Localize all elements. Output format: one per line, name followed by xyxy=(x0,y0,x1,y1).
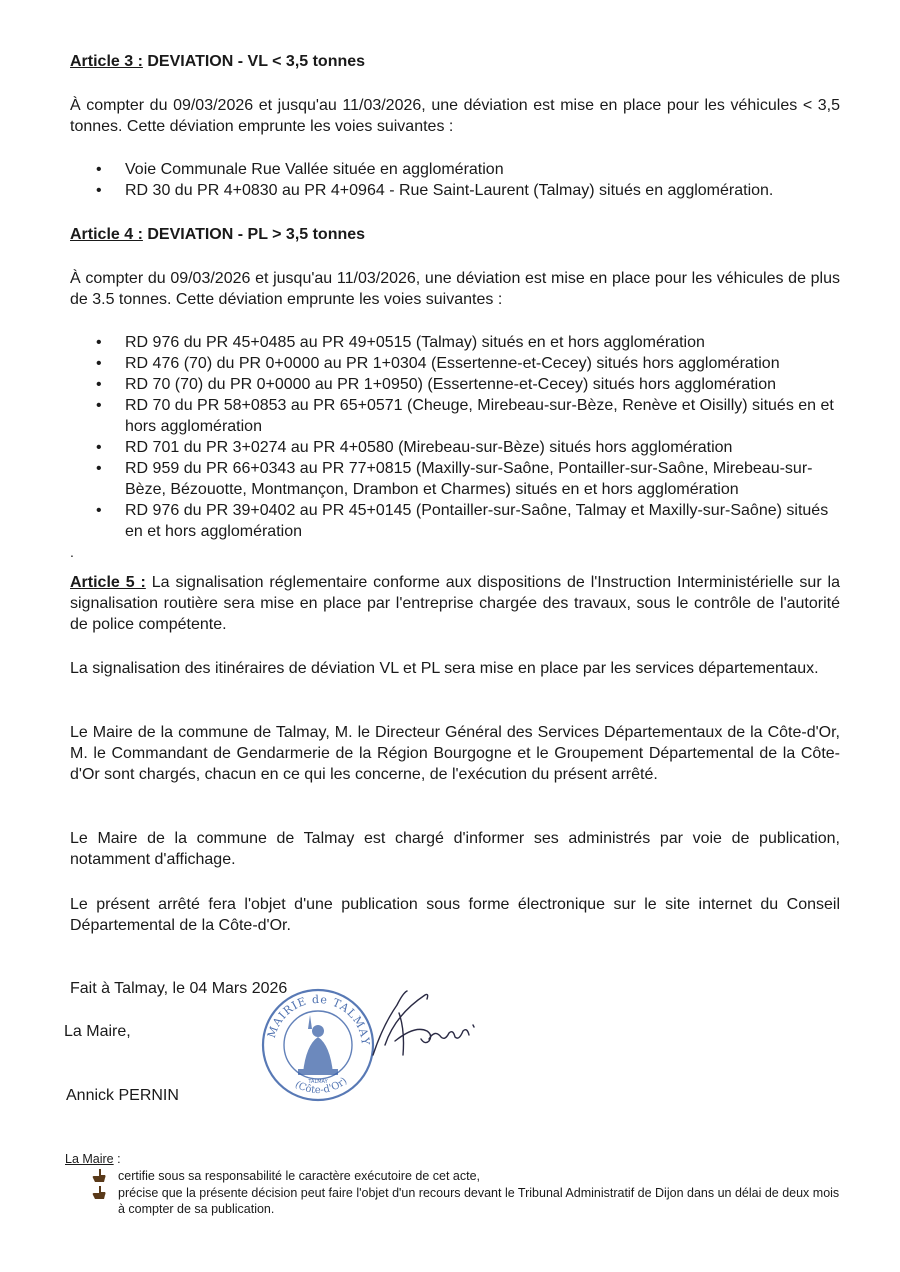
article-3-label: Article 3 : xyxy=(70,53,143,70)
list-item: • RD 70 (70) du PR 0+0000 au PR 1+0950) (Essertenne-et-Cecey) situés hors agglomération xyxy=(70,374,840,395)
place-date: Fait à Talmay, le 04 Mars 2026 xyxy=(70,980,288,997)
list-item: • RD 70 du PR 58+0853 au PR 65+0571 (Cheuge, Mirebeau-sur-Bèze, Renève et Oisilly) situés en et hors agglomération xyxy=(70,395,840,437)
list-item: • RD 30 du PR 4+0830 au PR 4+0964 - Rue Saint-Laurent (Talmay) situés en agglomération. xyxy=(70,180,840,201)
list-item: • RD 959 du PR 66+0343 au PR 77+0815 (Maxilly-sur-Saône, Pontailler-sur-Saône, Mirebeau-sur-Bèze, Bézouotte, Montmançon, Drambon et Charmes) situés en et hors agglomération xyxy=(70,458,840,500)
article-3-paragraph: À compter du 09/03/2026 et jusqu'au 11/03/2026, une déviation est mise en place pour les véhicules < 3,5 tonnes. Cette déviation emprunte les voies suivantes : xyxy=(70,97,840,135)
signatory-name: Annick PERNIN xyxy=(66,1087,179,1104)
article-4-title: DEVIATION - PL > 3,5 tonnes xyxy=(147,226,366,243)
article-5-text: La signalisation réglementaire conforme aux dispositions de l'Instruction Interministérielle sur la signalisation routière sera mise en place par l'entreprise chargée des travaux, sous le contrôle de l'autorité de police compétente. xyxy=(70,574,841,633)
list-item: • RD 976 du PR 39+0402 au PR 45+0145 (Pontailler-sur-Saône, Talmay et Maxilly-sur-Saône) situés en et hors agglomération xyxy=(70,500,840,542)
stamp-text-bottom: (Côte-d'Or) xyxy=(292,1075,350,1097)
signatory-role: La Maire, xyxy=(64,1023,131,1040)
footer-list xyxy=(65,1168,845,1217)
paragraph-publication: Le présent arrêté fera l'objet d'une publication sous forme électronique sur le site internet du Conseil Départemental de la Côte-d'Or. xyxy=(70,896,840,934)
list-item: • RD 976 du PR 45+0485 au PR 49+0515 (Talmay) situés en et hors agglomération xyxy=(70,332,840,353)
stamp-ribbon: TALMAY xyxy=(308,1079,328,1085)
article-4-list xyxy=(70,332,840,542)
stray-dot: . xyxy=(70,544,74,560)
list-item xyxy=(65,1185,845,1217)
paragraph-signalisation: La signalisation des itinéraires de déviation VL et PL sera mise en place par les services départementaux. xyxy=(70,660,819,677)
article-3-list xyxy=(70,159,840,201)
list-item: • RD 476 (70) du PR 0+0000 au PR 1+0304 (Essertenne-et-Cecey) situés hors agglomération xyxy=(70,353,840,374)
article-5-paragraph xyxy=(70,572,840,635)
footer-heading xyxy=(65,1151,845,1167)
article-3-heading xyxy=(70,51,840,72)
article-5-label: Article 5 : xyxy=(70,574,146,591)
pointing-hand-icon xyxy=(92,1169,106,1182)
list-item: • RD 701 du PR 3+0274 au PR 4+0580 (Mirebeau-sur-Bèze) situés hors agglomération xyxy=(70,437,840,458)
article-4-heading xyxy=(70,224,840,245)
handwritten-signature xyxy=(355,985,495,1070)
list-item xyxy=(65,1168,845,1184)
footer-title: La Maire xyxy=(65,1152,114,1166)
footer-item-text: précise que la présente décision peut faire l'objet d'un recours devant le Tribunal Administratif de Dijon dans un délai de deux mois à compter de sa publication. xyxy=(118,1186,840,1216)
article-3-title: DEVIATION - VL < 3,5 tonnes xyxy=(147,53,366,70)
pointing-hand-icon xyxy=(92,1186,106,1199)
footer-colon: : xyxy=(113,1152,121,1166)
paragraph-information: Le Maire de la commune de Talmay est chargé d'informer ses administrés par voie de publication, notamment d'affichage. xyxy=(70,830,840,868)
article-4-label: Article 4 : xyxy=(70,226,143,243)
list-item: • Voie Communale Rue Vallée située en agglomération xyxy=(70,159,840,180)
footer-item-text: certifie sous sa responsabilité le caractère exécutoire de cet acte, xyxy=(118,1169,480,1183)
stamp-emblem-icon xyxy=(298,1015,338,1075)
paragraph-execution: Le Maire de la commune de Talmay, M. le Directeur Général des Services Départementaux de la Côte-d'Or, M. le Commandant de Gendarmerie de la Région Bourgogne et le Groupement Départemental de la Côte-d'Or sont chargés, chacun en ce qui les concerne, de l'exécution du présent arrêté. xyxy=(70,724,840,783)
stamp-text-top: MAIRIE de TALMAY xyxy=(264,992,373,1047)
article-4-paragraph: À compter du 09/03/2026 et jusqu'au 11/03/2026, une déviation est mise en place pour les véhicules de plus de 3.5 tonnes. Cette déviation emprunte les voies suivantes : xyxy=(70,270,840,308)
